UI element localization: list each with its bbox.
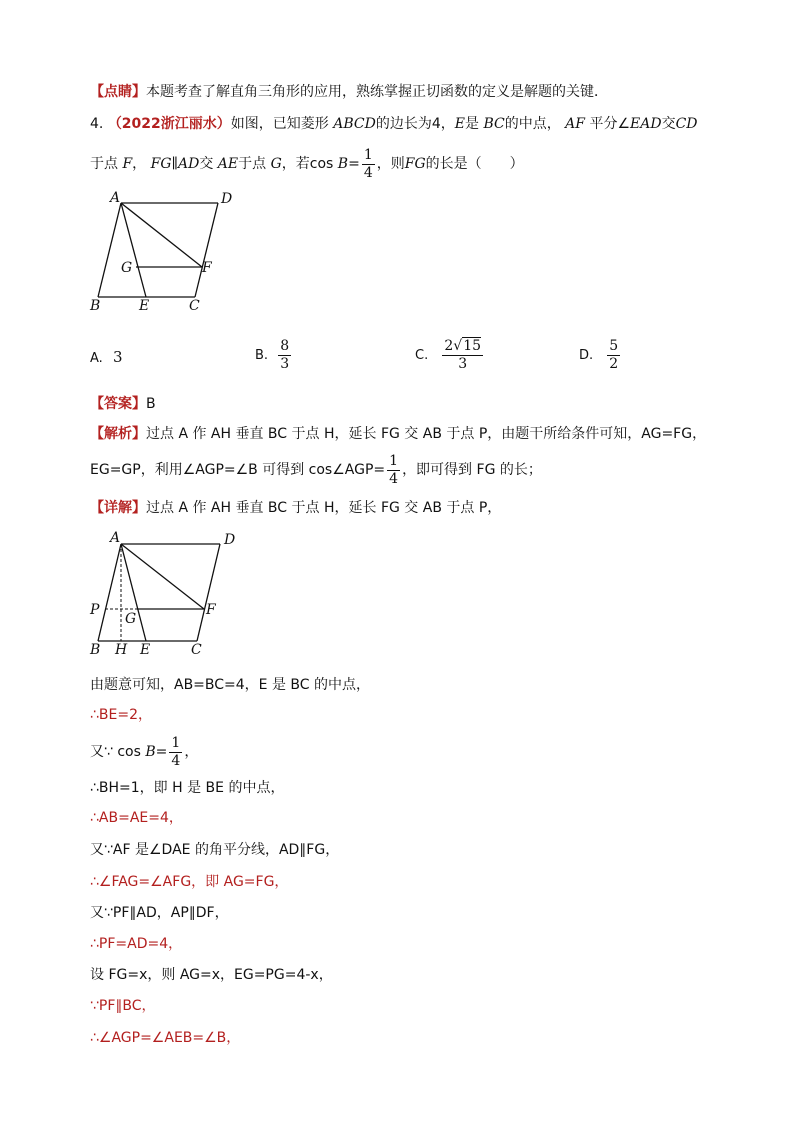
step-line: ∴BE=2， — [90, 707, 152, 723]
option-d[interactable] — [579, 338, 622, 373]
question-text: 交 — [199, 156, 214, 172]
label-p: P — [90, 602, 100, 618]
answer-line — [90, 394, 156, 414]
label-e: E — [139, 298, 150, 314]
label-e: E — [140, 642, 151, 658]
jiexi-line-2 — [90, 450, 542, 490]
dianjing-tag: 【点睛】 — [90, 84, 146, 100]
figure-2 — [0, 520, 794, 665]
question-text: 平分∠ — [585, 116, 631, 132]
xiangjie-line — [90, 498, 501, 518]
fraction-denominator: 3 — [458, 356, 468, 372]
label-a: A — [110, 530, 121, 546]
option-letter: C. — [415, 348, 429, 363]
question-text: 于点 — [238, 156, 267, 172]
figure-1 — [0, 0, 794, 330]
option-letter: D. — [579, 348, 594, 363]
question-text: 是 — [465, 116, 479, 132]
fraction — [278, 338, 291, 373]
question-text: 的长是（ ） — [425, 156, 524, 172]
radicand: 15 — [463, 338, 482, 354]
step-line: 又∵PF∥AD，AP∥DF， — [90, 905, 229, 921]
question-text: ，则 — [376, 156, 405, 172]
question-text: 交 — [661, 116, 676, 132]
label-g: G — [125, 611, 137, 627]
question-source: （2022浙江丽水） — [107, 116, 231, 132]
question-text: 于点 — [90, 156, 118, 172]
math-var: AE — [217, 156, 239, 172]
math-var: BC — [483, 116, 505, 132]
math-var: ABCD — [333, 116, 376, 132]
answer-value: B — [146, 396, 156, 412]
step-line: ∴BH=1，即 H 是 BE 的中点， — [90, 780, 285, 796]
jiexi-line-1 — [90, 424, 706, 444]
question-text: ， — [440, 116, 455, 132]
question-text: 的边长为 — [375, 116, 432, 132]
fraction-numerator: 2√15 — [444, 338, 482, 354]
fraction-denominator: 4 — [389, 470, 399, 487]
math-var: CD — [675, 116, 698, 132]
xiangjie-text: 过点 A 作 AH 垂直 BC 于点 H，延长 FG 交 AB 于点 P， — [146, 500, 502, 516]
option-letter: B. — [255, 348, 269, 363]
fraction — [387, 453, 400, 488]
answer-tag: 【答案】 — [90, 396, 146, 412]
label-b: B — [90, 642, 101, 658]
question-text: 的中点， — [504, 116, 561, 132]
step-line: 设 FG=x，则 AG=x，EG=PG=4-x， — [90, 967, 333, 983]
math-var: FG∥AD — [150, 156, 200, 172]
dianjing-text: 本题考查了解直角三角形的应用，熟练掌握正切函数的定义是解题的关键． — [146, 84, 608, 100]
rhombus-lines — [98, 203, 218, 297]
math-var: B — [145, 744, 156, 760]
math-var: AF — [565, 116, 585, 132]
fraction-numerator: 8 — [280, 338, 290, 354]
fraction-denominator: 2 — [609, 356, 619, 372]
fraction-denominator: 4 — [363, 164, 373, 181]
math-var: B — [337, 156, 349, 172]
step-text: ， — [184, 744, 199, 760]
label-c: C — [191, 642, 202, 658]
fraction-numerator: 1 — [363, 146, 373, 163]
fraction-denominator: 3 — [280, 356, 290, 372]
fraction — [169, 735, 182, 770]
math-eq: = — [348, 156, 360, 172]
math-func: cos — [309, 156, 334, 172]
step-line: ∵PF∥BC， — [90, 998, 156, 1014]
step-line: ∴∠FAG=∠AFG，即 AG=FG， — [90, 874, 289, 890]
label-g: G — [121, 260, 133, 276]
option-value: 3 — [112, 348, 123, 366]
math-var: F — [122, 156, 133, 172]
coefficient: 2 — [444, 338, 454, 354]
xiangjie-tag: 【详解】 — [90, 500, 146, 516]
math-var: G — [270, 156, 282, 172]
option-c[interactable] — [415, 338, 485, 373]
label-a: A — [110, 190, 121, 206]
label-h: H — [115, 642, 128, 658]
step-line: ∴∠AGP=∠AEB=∠B， — [90, 1030, 241, 1046]
label-f: F — [206, 602, 216, 618]
step-line: 又∵AF 是∠DAE 的角平分线，AD∥FG， — [90, 842, 340, 858]
question-number-value: 4 — [431, 116, 441, 132]
fraction-numerator: 1 — [171, 734, 181, 751]
math-var: FG — [404, 156, 426, 172]
jiexi-tag: 【解析】 — [90, 426, 146, 442]
jiexi-text: EG=GP，利用∠AGP=∠B 可得到 cos∠AGP= — [90, 462, 386, 478]
fraction-denominator: 4 — [171, 752, 181, 769]
label-b: B — [90, 298, 101, 314]
math-eq: = — [155, 744, 168, 760]
option-a[interactable] — [90, 348, 122, 366]
label-d: D — [224, 532, 236, 548]
step-text: 又∵ cos — [90, 744, 141, 760]
label-d: D — [221, 191, 233, 207]
question-text: ， — [132, 156, 147, 172]
math-var: EAD — [630, 116, 662, 132]
step-line: ∴PF=AD=4， — [90, 936, 183, 952]
fraction-numerator: 5 — [609, 338, 619, 354]
label-f: F — [202, 260, 212, 276]
jiexi-text: ，即可得到 FG 的长； — [402, 462, 542, 478]
fraction — [607, 338, 620, 373]
rhombus-lines-2 — [98, 544, 220, 641]
question-text: ，若 — [281, 156, 310, 172]
step-line: ∴AB=AE=4， — [90, 810, 183, 826]
math-var: E — [454, 116, 465, 132]
label-c: C — [189, 298, 200, 314]
step-line-cos — [90, 732, 198, 772]
fraction-numerator: 1 — [389, 452, 399, 469]
question-text: 如图，已知菱形 — [230, 116, 329, 132]
fraction — [442, 338, 483, 373]
question-number: 4. — [90, 116, 104, 132]
option-letter: A. — [90, 351, 103, 366]
step-line: 由题意可知，AB=BC=4，E 是 BC 的中点， — [90, 677, 371, 693]
jiexi-text: 过点 A 作 AH 垂直 BC 于点 H，延长 FG 交 AB 于点 P，由题干所给条件可知，AG=FG， — [146, 426, 707, 442]
option-b[interactable] — [255, 338, 293, 373]
